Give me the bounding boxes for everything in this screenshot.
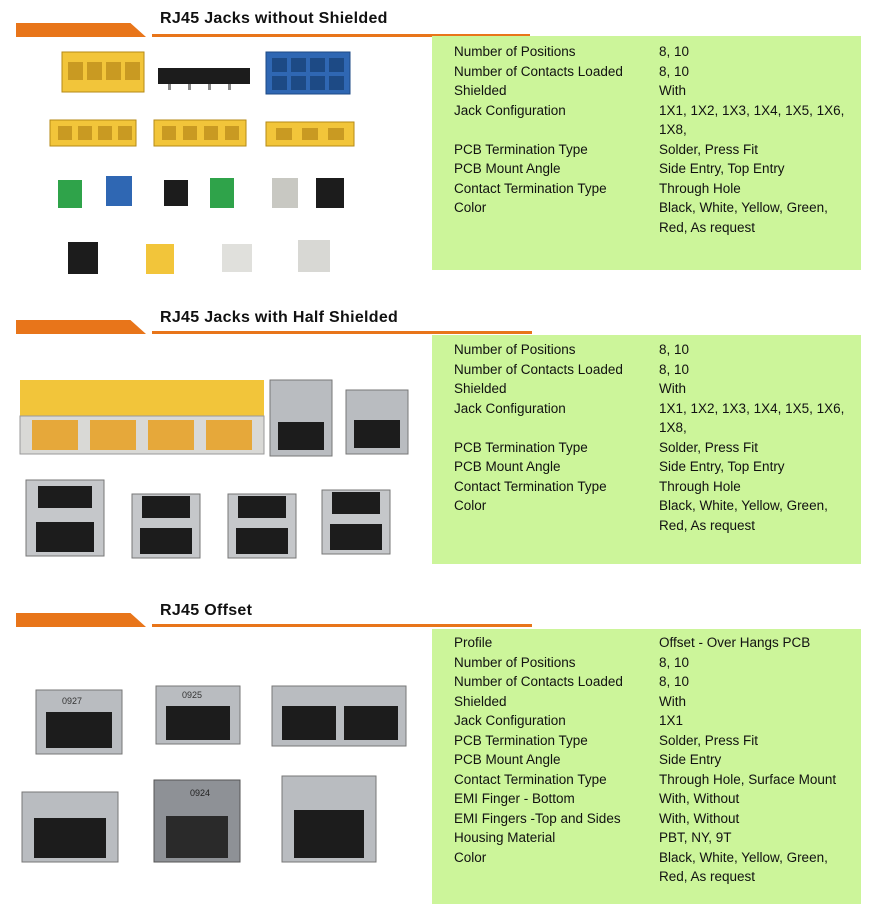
unshielded-jacks-photo [10,40,420,280]
spec-value: With [659,83,686,98]
date-code-marking: 0924 [190,788,211,798]
spec-value: Solder, Press Fit [659,141,759,157]
yellow-1x4-low-jack [50,120,136,146]
spec-value: 1X1, 1X2, 1X3, 1X4, 1X5, 1X6, 1X8, [659,400,845,435]
section-underline [152,624,532,627]
spec-label: Number of Positions [454,342,576,357]
product-photos [10,40,420,280]
spec-label: Jack Configuration [454,102,566,118]
spec-label: Color [454,849,487,865]
section-accent-tab [16,613,146,627]
blue-2x4-jack [266,52,350,94]
spec-value: 8, 10 [659,63,690,79]
green-1x1-jack [58,180,82,208]
offset-1x1-jack [156,686,240,744]
spec-value: 8, 10 [659,654,690,670]
spec-label: Shielded [454,693,507,709]
spec-label: Contact Termination Type [454,478,607,494]
spec-label: EMI Fingers -Top and Sides [454,810,621,826]
section-title: RJ45 Jacks without Shielded [160,10,388,27]
white-top-entry-jack [298,240,330,272]
spec-value: 1X1, 1X2, 1X3, 1X4, 1X5, 1X6, 1X8, [659,102,845,137]
spec-value: Black, White, Yellow, Green, Red, As request [659,498,828,533]
section-unshielded [0,0,870,290]
spec-value: Solder, Press Fit [659,439,759,455]
spec-value: Black, White, Yellow, Green, Red, As request [659,849,828,884]
spec-value: Through Hole [659,180,741,196]
spec-value: Side Entry [659,752,722,767]
spec-label: Shielded [454,83,507,98]
black-top-entry-jack [68,242,98,274]
spec-label: Jack Configuration [454,400,566,416]
yellow-top-entry-jack [146,244,174,274]
spec-label: Jack Configuration [454,713,566,728]
black-pin-header [158,68,250,90]
spec-label: Number of Contacts Loaded [454,361,623,377]
yellow-1x3-low-jack [266,122,354,146]
spec-panel [432,335,861,564]
black-1x1-jack [164,180,188,206]
offset-1x2-jack [272,686,406,746]
white-top-entry-jack [222,244,252,272]
date-code-marking: 0927 [62,696,83,706]
spec-label: PCB Termination Type [454,732,588,748]
spec-value: 8, 10 [659,342,690,357]
spec-value: With, Without [659,791,740,806]
spec-value: Black, White, Yellow, Green, Red, As request [659,200,828,235]
offset-jacks-photo [10,682,420,872]
spec-value: 8, 10 [659,44,690,59]
spec-value: 8, 10 [659,361,690,377]
date-code-marking: 0925 [182,690,203,700]
section-title: RJ45 Offset [160,602,253,619]
product-photos [10,340,420,580]
spec-value: Offset - Over Hangs PCB [659,635,811,650]
black-rj45-jack-open [132,494,200,558]
section-accent-tab [16,23,146,37]
spec-label: PCB Mount Angle [454,161,561,176]
spec-label: Number of Contacts Loaded [454,63,623,79]
spec-value: Side Entry, Top Entry [659,459,785,474]
spec-label: Contact Termination Type [454,180,607,196]
spec-label: Number of Positions [454,44,576,59]
product-photos [10,682,420,872]
offset-bottom-view-jack [154,780,240,862]
spec-label: Shielded [454,381,507,396]
spec-panel [432,629,861,904]
offset-1x1-jack [36,690,122,754]
white-1x1-jack [272,178,298,208]
offset-surface-mount-jack [22,792,118,862]
half-shielded-jacks-photo [10,340,420,580]
spec-value: Side Entry, Top Entry [659,161,785,176]
spec-value: PBT, NY, 9T [659,830,732,845]
spec-value: Through Hole [659,478,741,494]
yellow-1x4-low-jack [154,120,246,146]
spec-value: Through Hole, Surface Mount [659,771,837,787]
spec-label: Housing Material [454,830,556,845]
green-1x1-jack [210,178,234,208]
section-half-shielded [0,300,870,590]
spec-label: Contact Termination Type [454,771,607,787]
black-rj45-jack-open [228,494,296,558]
yellow-1x4-jack [62,52,144,92]
black-1x1-jack [316,178,344,208]
spec-value: With [659,381,686,396]
spec-label: PCB Mount Angle [454,752,561,767]
spec-panel [432,36,861,270]
spec-label: EMI Finger - Bottom [454,791,575,806]
spec-label: Color [454,498,487,513]
yellow-1x4-half-shielded-jack [20,380,264,454]
black-rj45-jack-open [322,490,390,554]
metal-1x1-jack [346,390,408,454]
section-offset [0,592,870,909]
spec-value: 8, 10 [659,674,690,689]
spec-value: With, Without [659,810,740,826]
metal-1x1-jack [270,380,332,456]
spec-value: Solder, Press Fit [659,732,759,748]
spec-label: Number of Contacts Loaded [454,674,623,689]
spec-value: With [659,693,686,709]
spec-label: Number of Positions [454,654,576,670]
metal-rj45-jack-open [26,480,104,556]
spec-label: PCB Termination Type [454,141,588,157]
section-underline [152,331,532,334]
spec-label: PCB Termination Type [454,439,588,455]
section-title: RJ45 Jacks with Half Shielded [160,309,399,326]
offset-1x1-large-jack [282,776,376,862]
spec-label: Color [454,200,487,215]
spec-label: Profile [454,635,493,650]
section-accent-tab [16,320,146,334]
spec-label: PCB Mount Angle [454,459,561,474]
blue-1x1-jack [106,176,132,206]
spec-value: 1X1 [659,713,684,728]
